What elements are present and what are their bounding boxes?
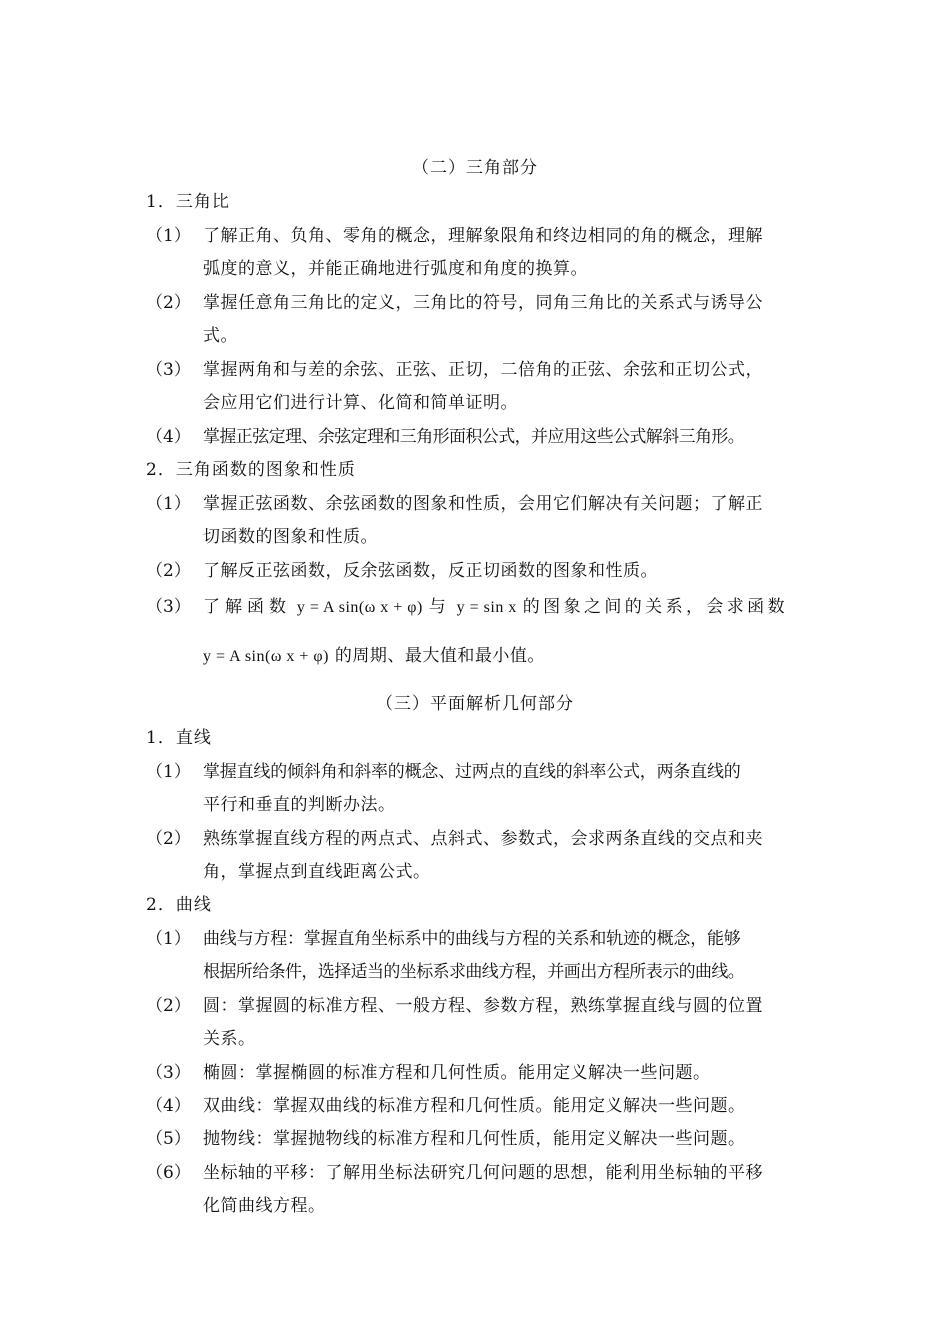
item-number: （4） <box>146 427 191 447</box>
item-text-cont: 平行和垂直的判断办法。 <box>203 795 396 815</box>
list-item <box>146 923 814 989</box>
item-text-cont: 化简曲线方程。 <box>203 1196 326 1216</box>
list-item <box>146 1157 814 1223</box>
item-text: 抛物线：掌握抛物线的标准方程和几何性质，能用定义解决一些问题。 <box>203 1129 746 1149</box>
item-text-cont: 根据所给条件，选择适当的坐标系求曲线方程，并画出方程所表示的曲线。 <box>203 962 745 982</box>
item-text: 掌握两角和与差的余弦、正弦、正切，二倍角的正弦、余弦和正切公式， <box>203 360 763 380</box>
item-text: 与 <box>428 597 451 617</box>
item-text: 熟练掌握直线方程的两点式、点斜式、参数式，会求两条直线的交点和夹 <box>203 829 763 849</box>
list-item-formula <box>146 591 814 673</box>
item-text: 双曲线：掌握双曲线的标准方程和几何性质。能用定义解决一些问题。 <box>203 1096 746 1116</box>
item-text-cont: 切函数的图象和性质。 <box>203 527 378 547</box>
subsection-heading-trig-ratios: 1．三角比 <box>146 192 230 212</box>
item-text: 掌握直线的倾斜角和斜率的概念、过两点的直线的斜率公式，两条直线的 <box>203 762 741 782</box>
item-number: （3） <box>146 360 191 380</box>
list-item <box>146 421 814 454</box>
subsection-heading-curves: 2．曲线 <box>146 895 212 915</box>
item-text-cont: 式。 <box>203 326 238 346</box>
item-text-cont: 的周期、最大值和最小值。 <box>334 646 545 666</box>
section-title-analytic-geometry: （三）平面解析几何部分 <box>376 694 574 714</box>
subsection-heading-trig-functions: 2．三角函数的图象和性质 <box>146 460 356 480</box>
item-text: 掌握任意角三角比的定义，三角比的符号，同角三角比的关系式与诱导公 <box>203 293 763 313</box>
item-number: （2） <box>146 829 191 849</box>
list-item <box>146 823 814 889</box>
item-number: （1） <box>146 226 191 246</box>
item-text-cont: 关系。 <box>203 1029 256 1049</box>
list-item <box>146 1057 814 1090</box>
list-item <box>146 287 814 353</box>
item-number: （2） <box>146 561 191 581</box>
section-title-trig: （二）三角部分 <box>412 158 538 178</box>
formula-y-asin-2: y = A sin(ω x + φ) <box>203 648 329 665</box>
item-text: 的图象之间的关系，会求函数 <box>522 597 788 617</box>
item-number: （4） <box>146 1096 191 1116</box>
item-text: 掌握正弦定理、余弦定理和三角形面积公式，并应用这些公式解斜三角形。 <box>203 427 745 447</box>
item-number: （2） <box>146 996 191 1016</box>
item-text: 坐标轴的平移：了解用坐标法研究几何问题的思想，能利用坐标轴的平移 <box>203 1163 763 1183</box>
item-text-cont: 角，掌握点到直线距离公式。 <box>203 862 431 882</box>
list-item <box>146 756 814 822</box>
item-text: 曲线与方程：掌握直角坐标系中的曲线与方程的关系和轨迹的概念，能够 <box>203 929 741 949</box>
list-item <box>146 1090 814 1123</box>
list-item <box>146 1123 814 1156</box>
item-text: 了解反正弦函数，反余弦函数，反正切函数的图象和性质。 <box>203 561 658 581</box>
item-text: 圆：掌握圆的标准方程、一般方程、参数方程，熟练掌握直线与圆的位置 <box>203 996 763 1016</box>
item-number: （3） <box>146 1063 191 1083</box>
item-number: （6） <box>146 1163 191 1183</box>
list-item <box>146 990 814 1056</box>
list-item <box>146 220 814 286</box>
item-text: 掌握正弦函数、余弦函数的图象和性质，会用它们解决有关问题；了解正 <box>203 494 763 514</box>
item-number: （5） <box>146 1129 191 1149</box>
subsection-heading-lines: 1．直线 <box>146 728 212 748</box>
formula-y-sinx: y = sin x <box>456 599 517 616</box>
item-text-cont: 弧度的意义，并能正确地进行弧度和角度的换算。 <box>203 259 588 279</box>
item-number: （1） <box>146 762 191 782</box>
item-text: 了解函数 <box>203 597 291 617</box>
list-item <box>146 488 814 554</box>
item-text-cont: 会应用它们进行计算、化简和简单证明。 <box>203 393 518 413</box>
list-item <box>146 555 814 588</box>
item-number: （1） <box>146 929 191 949</box>
item-number: （3） <box>146 597 191 617</box>
item-text: 椭圆：掌握椭圆的标准方程和几何性质。能用定义解决一些问题。 <box>203 1063 711 1083</box>
formula-y-asin: y = A sin(ω x + φ) <box>296 599 423 616</box>
list-item <box>146 354 814 420</box>
item-number: （2） <box>146 293 191 313</box>
item-number: （1） <box>146 494 191 514</box>
item-text: 了解正角、负角、零角的概念，理解象限角和终边相同的角的概念，理解 <box>203 226 763 246</box>
